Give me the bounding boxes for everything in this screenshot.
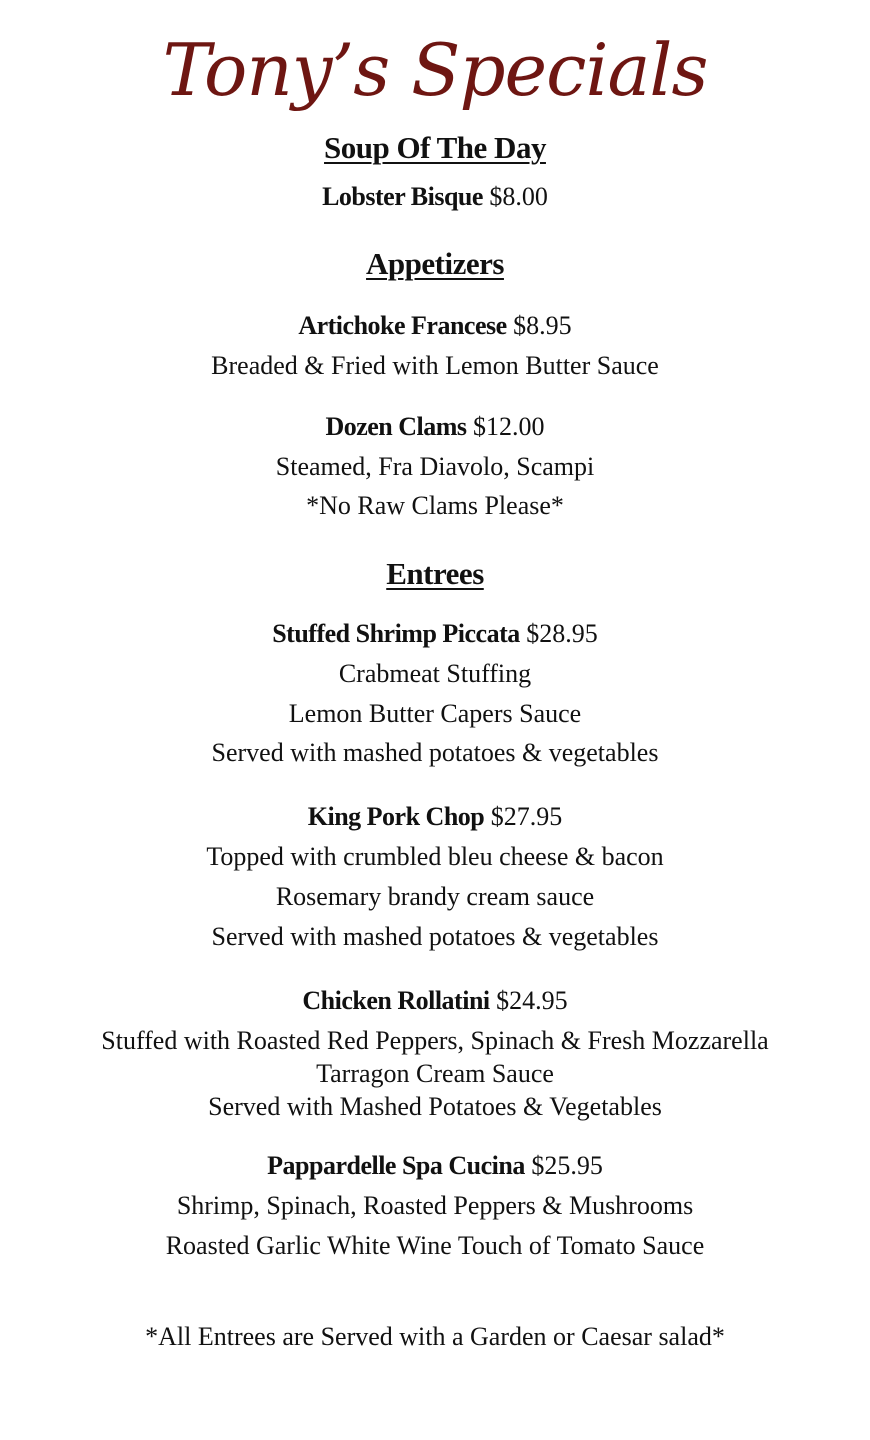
- item-description: Stuffed with Roasted Red Peppers, Spinach & Fresh Mozzarella: [101, 1026, 769, 1055]
- menu-item-dozen-clams: [0, 410, 870, 444]
- item-description: Steamed, Fra Diavolo, Scampi: [275, 452, 595, 481]
- item-name: Dozen Clams: [325, 412, 467, 441]
- item-description: Served with mashed potatoes & vegetables: [211, 922, 659, 951]
- item-price: $25.95: [531, 1151, 603, 1180]
- item-price: $24.95: [496, 986, 568, 1015]
- item-price: $8.00: [489, 182, 548, 211]
- menu-item-chicken-rollatini: [0, 984, 870, 1018]
- menu-item-stuffed-shrimp-piccata: [0, 617, 870, 651]
- item-description: Breaded & Fried with Lemon Butter Sauce: [211, 351, 659, 380]
- item-name: Artichoke Francese: [298, 311, 507, 340]
- menu-item-lobster-bisque: [0, 180, 870, 214]
- item-description: Served with Mashed Potatoes & Vegetables: [208, 1092, 662, 1121]
- item-price: $8.95: [513, 311, 572, 340]
- menu-item-king-pork-chop: [0, 800, 870, 834]
- menu-item-pappardelle-spa-cucina: [0, 1149, 870, 1183]
- menu-item-artichoke-francese: [0, 309, 870, 343]
- item-price: $27.95: [490, 802, 563, 831]
- item-description: Tarragon Cream Sauce: [316, 1059, 554, 1088]
- item-name: Chicken Rollatini: [302, 986, 490, 1015]
- item-description: Topped with crumbled bleu cheese & bacon: [206, 842, 664, 871]
- footer-note: *All Entrees are Served with a Garden or Caesar salad*: [145, 1322, 725, 1351]
- item-name: Lobster Bisque: [322, 182, 483, 211]
- item-description: Served with mashed potatoes & vegetables: [211, 738, 659, 767]
- item-description: Roasted Garlic White Wine Touch of Tomato Sauce: [165, 1231, 705, 1260]
- item-price: $12.00: [473, 412, 545, 441]
- item-description: Lemon Butter Capers Sauce: [288, 699, 582, 728]
- item-description: Crabmeat Stuffing: [338, 659, 532, 688]
- item-note: *No Raw Clams Please*: [306, 491, 564, 520]
- section-heading-soup: Soup Of The Day: [324, 130, 546, 165]
- item-description: Rosemary brandy cream sauce: [275, 882, 595, 911]
- section-heading-appetizers: Appetizers: [366, 246, 504, 281]
- item-name: King Pork Chop: [307, 802, 485, 831]
- item-description: Shrimp, Spinach, Roasted Peppers & Mushrooms: [176, 1191, 694, 1220]
- section-heading-entrees: Entrees: [386, 556, 484, 591]
- menu-title: Tony’s Specials: [162, 28, 708, 112]
- item-name: Pappardelle Spa Cucina: [267, 1151, 525, 1180]
- item-name: Stuffed Shrimp Piccata: [272, 619, 520, 648]
- item-price: $28.95: [526, 619, 598, 648]
